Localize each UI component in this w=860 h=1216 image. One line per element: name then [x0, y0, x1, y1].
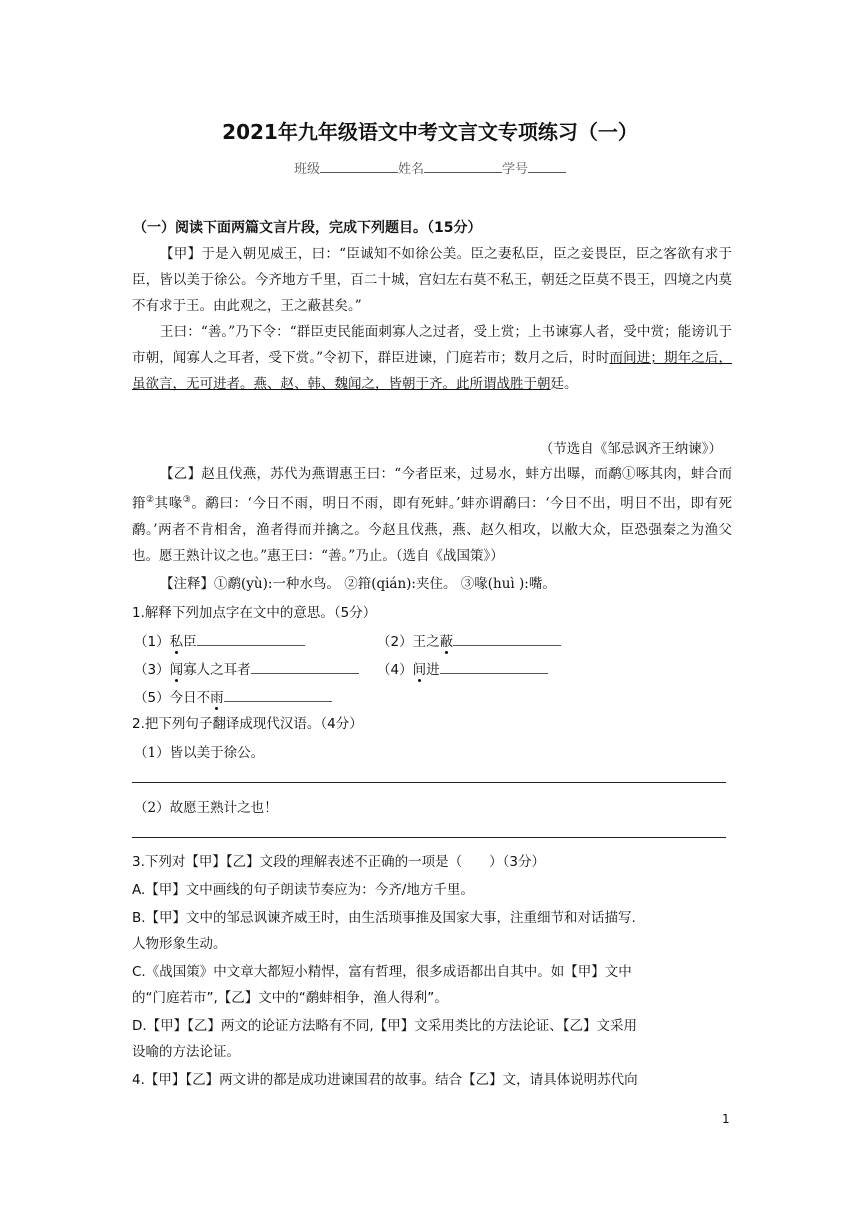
- passage-yi-text-a: 【乙】赵且伐燕，苏代为燕谓惠王曰：“今者臣来，过易水，蚌方出曝，而鹬①啄其肉，蚌合而箝: [132, 466, 732, 512]
- passage-jia-source: （节选自《邹忌讽齐王纳谏》）: [539, 441, 722, 457]
- q1-item-2: （2）王之蔽: [377, 630, 561, 650]
- q3-option-d-cont: 设喻的方法论证。: [132, 1044, 240, 1060]
- q3-option-b: B.【甲】文中的邹忌讽谏齐威王时，由生活琐事推及国家大事，注重细节和对话描写.: [132, 910, 636, 926]
- name-label: 姓名: [397, 162, 424, 177]
- answer-blank[interactable]: [197, 632, 305, 646]
- q2-sentence-1: （1）皆以美于徐公。: [134, 745, 265, 761]
- question-1-stem: 1.解释下列加点字在文中的意思。（5分）: [132, 605, 377, 621]
- question-3-stem: 3.下列对【甲】【乙】文段的理解表述不正确的一项是（ ）（3分）: [132, 854, 545, 870]
- question-2-stem: 2.把下列句子翻译成现代汉语。（4分）: [132, 716, 363, 732]
- q2-sentence-2: （2）故愿王熟计之也！: [134, 800, 278, 816]
- passage-jia-text: 王曰：“善。”乃下令：“群臣吏民能面刺寡人之过者，受上赏；上书谏寡人者，受中赏；能谤讥于市朝，闻寡人之耳者，受下赏。”令初下，群臣进谏，门庭若市；数月之后，时时: [132, 324, 732, 366]
- q1-item-1: （1）私臣: [134, 630, 305, 650]
- question-4-stem: 4.【甲】【乙】两文讲的都是成功进谏国君的故事。结合【乙】文，请具体说明苏代向: [132, 1072, 638, 1088]
- annotation-notes: 【注释】①鹬(yù):一种水鸟。 ②箝(qián):夹住。 ③喙(huì ):嘴。: [160, 576, 556, 592]
- page-number: 1: [722, 1112, 730, 1126]
- id-blank[interactable]: [528, 159, 566, 173]
- dotted-char: 间: [412, 662, 427, 678]
- q1-item-3: （3）闻寡人之耳者: [134, 658, 359, 678]
- dotted-char: 私: [169, 634, 184, 650]
- q3-option-a: A.【甲】文中画线的句子朗读节奏应为：今齐/地方千里。: [132, 882, 474, 898]
- footnote-mark-3: ③: [182, 495, 192, 505]
- dotted-char: 闻: [169, 662, 184, 678]
- student-info-line: [0, 158, 860, 177]
- q3-option-c: C.《战国策》中文章大都短小精悍，富有哲理，很多成语都出自其中。如【甲】文中: [132, 964, 632, 980]
- answer-line-1[interactable]: [132, 782, 726, 783]
- passage-yi-paragraph: [132, 461, 732, 569]
- class-blank[interactable]: [320, 159, 398, 173]
- passage-jia-paragraph-1: 【甲】于是入朝见威王，曰：“臣诚知不如徐公美。臣之妻私臣，臣之妾畏臣，臣之客欲有求于臣，皆以美于徐公。今齐地方千里，百二十城，宫妇左右莫不私王，朝廷之臣莫不畏王，四境之内莫不有求于王。由此观之，王之蔽甚矣。”: [132, 246, 732, 314]
- underlined-sentence: 而间进；期年之后，虽欲言，无可进者。燕、赵、韩、魏闻之，皆朝于齐。此所谓战胜于朝: [132, 350, 732, 392]
- q1-item-4: （4）间进: [377, 658, 548, 678]
- q1-item-5: （5）今日不雨: [134, 686, 332, 706]
- answer-line-2[interactable]: [132, 837, 726, 838]
- answer-blank[interactable]: [224, 688, 332, 702]
- passage-jia-paragraph-2: [132, 319, 732, 397]
- section-heading: （一）阅读下面两篇文言片段，完成下列题目。（15分）: [133, 220, 482, 236]
- q3-option-d: D.【甲】【乙】两文的论证方法略有不同,【甲】文采用类比的方法论证、【乙】文采用: [132, 1018, 637, 1034]
- passage-jia-end: 廷。: [550, 376, 578, 392]
- q3-option-c-cont: 的“门庭若市”,【乙】文中的“鹬蚌相争，渔人得利”。: [132, 990, 448, 1006]
- footnote-mark-2: ②: [146, 495, 155, 505]
- answer-blank[interactable]: [251, 660, 359, 674]
- dotted-char: 蔽: [439, 634, 454, 650]
- answer-blank[interactable]: [440, 660, 548, 674]
- q3-option-b-cont: 人物形象生动。: [132, 936, 227, 952]
- page-title: 2021年九年级语文中考文言文专项练习（一）: [222, 120, 638, 144]
- class-label: 班级: [293, 162, 320, 177]
- answer-blank[interactable]: [453, 632, 561, 646]
- passage-yi-text-b: 其喙: [154, 495, 183, 512]
- passage-yi-text-c: 。鹬曰：‘今日不雨，明日不雨，即有死蚌。’蚌亦谓鹬曰：‘今日不出，明日不出，即有死鹬。’两者不肯相舍，渔者得而并擒之。今赵且伐燕，燕、赵久相攻，以敝大众，臣恐强秦之为渔父也。愿王熟计议之也。”惠王曰：“善。”乃止。（选自《战国策》）: [132, 495, 732, 564]
- id-label: 学号: [502, 162, 529, 177]
- name-blank[interactable]: [424, 159, 502, 173]
- dotted-char: 雨: [210, 690, 224, 706]
